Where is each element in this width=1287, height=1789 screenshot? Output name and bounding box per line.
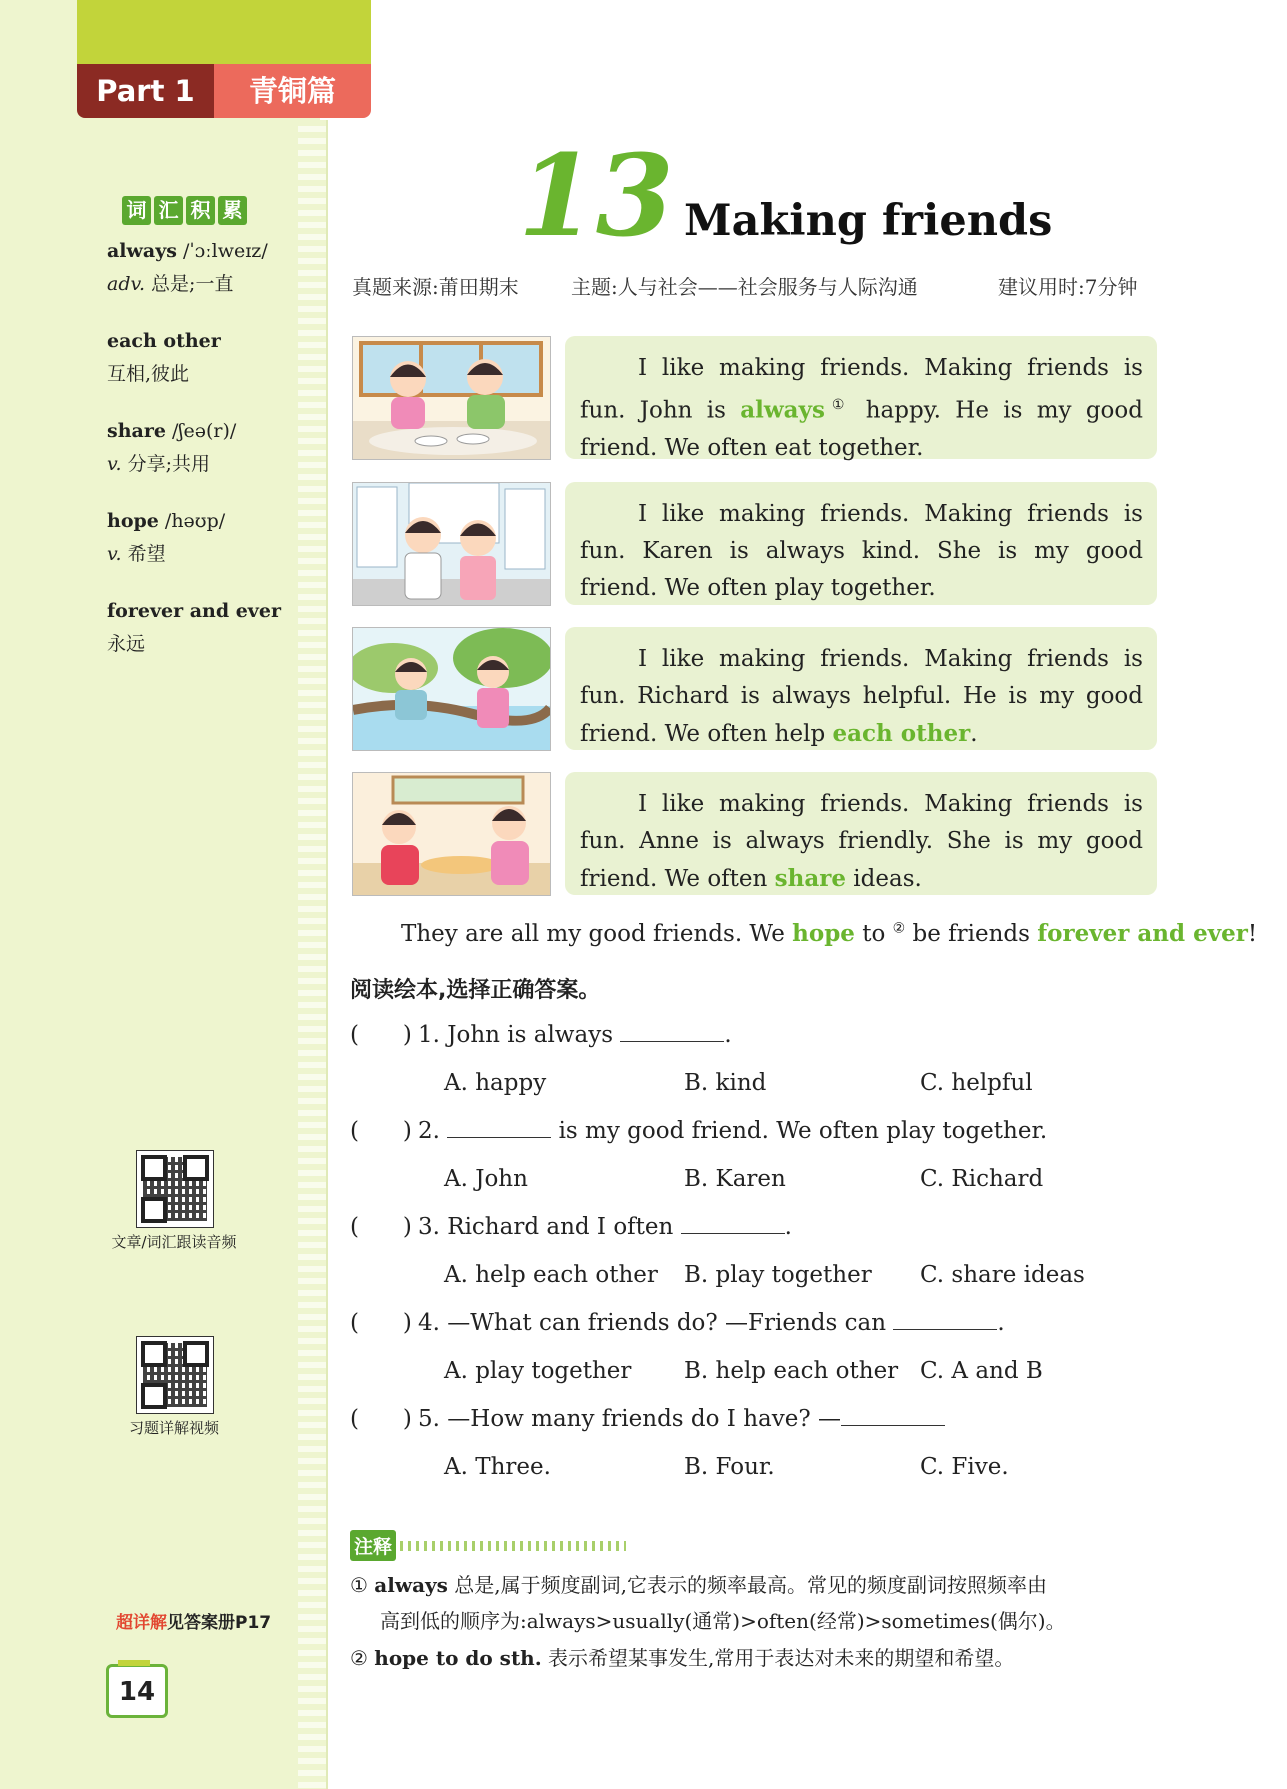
closing-text: to xyxy=(854,921,893,947)
part-label: Part 1 xyxy=(77,64,214,118)
page-number: 14 xyxy=(106,1664,168,1718)
note-marker: ② xyxy=(892,920,906,937)
story-text-4 xyxy=(580,786,1143,898)
keyword-always: always xyxy=(740,396,825,424)
note-marker: ① xyxy=(824,397,852,413)
note-text: 高到低的顺序为:always>usually(通常)>often(经常)>sometimes(偶尔)。 xyxy=(380,1609,1066,1633)
qr-corner xyxy=(141,1341,167,1367)
vocab-item-forever-and-ever xyxy=(107,595,307,661)
qr-video-label: 习题详解视频 xyxy=(128,1419,219,1437)
vocab-heading-char: 积 xyxy=(186,196,215,225)
story-box-1 xyxy=(565,336,1157,459)
qr-corner xyxy=(141,1383,167,1409)
notes-label: 注释 xyxy=(350,1530,396,1561)
closing-text: be friends xyxy=(905,921,1038,947)
option-1b[interactable]: B. kind xyxy=(684,1070,767,1096)
answer-bracket[interactable]: ( ) xyxy=(350,1022,412,1048)
vocab-pos: v. xyxy=(107,453,122,475)
question-5 xyxy=(350,1406,945,1432)
vocab-meaning: 总是;一直 xyxy=(145,273,234,295)
vocab-meaning: 分享;共用 xyxy=(121,453,210,475)
option-3b[interactable]: B. play together xyxy=(684,1262,872,1288)
question-text: . xyxy=(724,1022,732,1048)
question-3 xyxy=(350,1214,792,1240)
note-text: 表示希望某事发生,常用于表达对未来的期望和希望。 xyxy=(541,1646,1015,1670)
keyword-each-other: each other xyxy=(832,720,971,747)
vocab-item-share xyxy=(107,415,307,481)
note-keyword: hope to do sth. xyxy=(374,1646,542,1670)
story-illustration-sharing xyxy=(352,772,551,896)
note-text: 总是,属于频度副词,它表示的频率最高。常见的频度副词按照频率由 xyxy=(447,1573,1047,1597)
story-text-2: I like making friends. Making friends is fun. Karen is always kind. She is my good friend. We often play together. xyxy=(580,501,1143,601)
question-1 xyxy=(350,1022,732,1048)
answer-ref-text: 见答案册P17 xyxy=(167,1613,272,1633)
vocab-pos: v. xyxy=(107,543,122,565)
unit-source: 真题来源:莆田期末 xyxy=(352,275,519,299)
vocab-heading-char: 词 xyxy=(122,196,151,225)
question-text: 2. xyxy=(418,1118,448,1144)
keyword-share: share xyxy=(774,865,846,892)
option-4a[interactable]: A. play together xyxy=(444,1358,632,1384)
option-2b[interactable]: B. Karen xyxy=(684,1166,786,1192)
question-text: 1. John is always xyxy=(418,1022,621,1048)
question-2 xyxy=(350,1118,1047,1144)
option-5b[interactable]: B. Four. xyxy=(684,1454,775,1480)
closing-text: They are all my good friends. We xyxy=(401,921,793,947)
story-text: . xyxy=(970,721,978,747)
option-2c[interactable]: C. Richard xyxy=(920,1166,1044,1192)
vocab-heading-char: 汇 xyxy=(154,196,183,225)
qr-corner xyxy=(141,1197,167,1223)
vocab-item-always xyxy=(107,235,307,301)
story-text: ideas. xyxy=(846,866,922,892)
note-2 xyxy=(350,1640,1160,1676)
vocab-word: always xyxy=(107,240,177,262)
story-text: happy. He is my good friend. We often eat together. xyxy=(580,397,1143,461)
vocab-word: each other xyxy=(107,330,221,352)
part-level-label: 青铜篇 xyxy=(214,64,371,118)
qr-corner xyxy=(183,1341,209,1367)
story-illustration-helping xyxy=(352,627,551,751)
vocab-phonetic: /həʊp/ xyxy=(158,510,226,532)
vocab-item-hope xyxy=(107,505,307,571)
story-text: I like making friends. Making friends is fun. John is xyxy=(580,355,1143,424)
option-3c[interactable]: C. share ideas xyxy=(920,1262,1085,1288)
story-text: I like making friends. Making friends is fun. Anne is always friendly. She is my good friend. We often xyxy=(580,791,1143,892)
vocab-heading xyxy=(122,196,247,225)
illustration-helping-each-other xyxy=(353,628,550,750)
question-text: 3. Richard and I often xyxy=(418,1214,681,1240)
keyword-forever-and-ever: forever and ever xyxy=(1037,920,1248,947)
option-2a[interactable]: A. John xyxy=(444,1166,528,1192)
illustration-eating-together xyxy=(353,337,550,459)
illustration-sharing-ideas xyxy=(353,773,550,895)
vocab-meaning: 永远 xyxy=(107,633,146,655)
unit-number: 13 xyxy=(518,131,674,262)
question-text: 5. —How many friends do I have? — xyxy=(418,1406,841,1432)
header-bar xyxy=(77,0,371,64)
option-4c[interactable]: C. A and B xyxy=(920,1358,1043,1384)
answer-blank[interactable] xyxy=(841,1407,945,1426)
vocab-heading-char: 累 xyxy=(218,196,247,225)
option-5a[interactable]: A. Three. xyxy=(444,1454,551,1480)
vocab-meaning: 互相,彼此 xyxy=(107,363,190,385)
story-illustration-playing xyxy=(352,482,551,606)
page-number-tab xyxy=(118,1660,150,1666)
vocab-phonetic: /ʃeə(r)/ xyxy=(165,420,237,442)
vocab-word: share xyxy=(107,420,166,442)
unit-theme: 主题:人与社会——社会服务与人际沟通 xyxy=(571,275,918,299)
option-3a[interactable]: A. help each other xyxy=(444,1262,658,1288)
note-marker: ② xyxy=(350,1646,368,1670)
answer-reference xyxy=(116,1608,271,1633)
question-text: is my good friend. We often play together. xyxy=(551,1118,1048,1144)
keyword-hope: hope xyxy=(792,920,855,947)
option-5c[interactable]: C. Five. xyxy=(920,1454,1009,1480)
story-text: I like making friends. Making friends is fun. Richard is always helpful. He is my good friend. We often help xyxy=(580,646,1143,747)
note-marker: ① xyxy=(350,1573,368,1597)
vocab-word: forever and ever xyxy=(107,600,281,622)
story-text-3 xyxy=(580,641,1143,753)
story-box-3 xyxy=(565,627,1157,750)
vocab-phonetic: /ˈɔːlweɪz/ xyxy=(176,240,268,262)
question-text: . xyxy=(997,1310,1005,1336)
notes-heading xyxy=(350,1530,626,1561)
closing-sentence xyxy=(401,920,1257,947)
vocab-word: hope xyxy=(107,510,159,532)
qr-code-audio[interactable] xyxy=(136,1150,214,1228)
qr-audio-label: 文章/词汇跟读音频 xyxy=(111,1233,237,1251)
qr-corner xyxy=(141,1155,167,1181)
answer-blank[interactable] xyxy=(620,1023,724,1042)
story-text-1 xyxy=(580,350,1143,467)
qr-corner xyxy=(183,1155,209,1181)
qr-code-video[interactable] xyxy=(136,1336,214,1414)
note-keyword: always xyxy=(374,1573,448,1597)
vocab-meaning: 希望 xyxy=(121,543,166,565)
unit-time: 建议用时:7分钟 xyxy=(998,275,1138,299)
answer-blank[interactable] xyxy=(681,1215,785,1234)
option-4b[interactable]: B. help each other xyxy=(684,1358,899,1384)
option-1a[interactable]: A. happy xyxy=(444,1070,547,1096)
illustration-playing-together xyxy=(353,483,550,605)
option-1c[interactable]: C. helpful xyxy=(920,1070,1033,1096)
story-illustration-eating xyxy=(352,336,551,460)
exercise-instruction: 阅读绘本,选择正确答案。 xyxy=(350,978,601,1003)
answer-bracket[interactable]: ( ) xyxy=(350,1118,412,1144)
unit-title: Making friends xyxy=(684,196,1053,246)
question-4 xyxy=(350,1310,1005,1336)
story-box-2 xyxy=(565,482,1157,605)
answer-bracket[interactable]: ( ) xyxy=(350,1310,412,1336)
answer-ref-highlight: 超详解 xyxy=(116,1613,167,1633)
closing-text: ! xyxy=(1247,921,1258,947)
answer-blank[interactable] xyxy=(447,1119,551,1138)
story-box-4 xyxy=(565,772,1157,895)
answer-bracket[interactable]: ( ) xyxy=(350,1406,412,1432)
question-text: . xyxy=(784,1214,792,1240)
notes-dotted-rule xyxy=(400,1541,626,1551)
question-text: 4. —What can friends do? —Friends can xyxy=(418,1310,894,1336)
note-1 xyxy=(350,1567,1160,1639)
answer-bracket[interactable]: ( ) xyxy=(350,1214,412,1240)
vocab-item-each-other xyxy=(107,325,307,391)
vocab-pos: adv. xyxy=(107,273,146,295)
answer-blank[interactable] xyxy=(893,1311,997,1330)
